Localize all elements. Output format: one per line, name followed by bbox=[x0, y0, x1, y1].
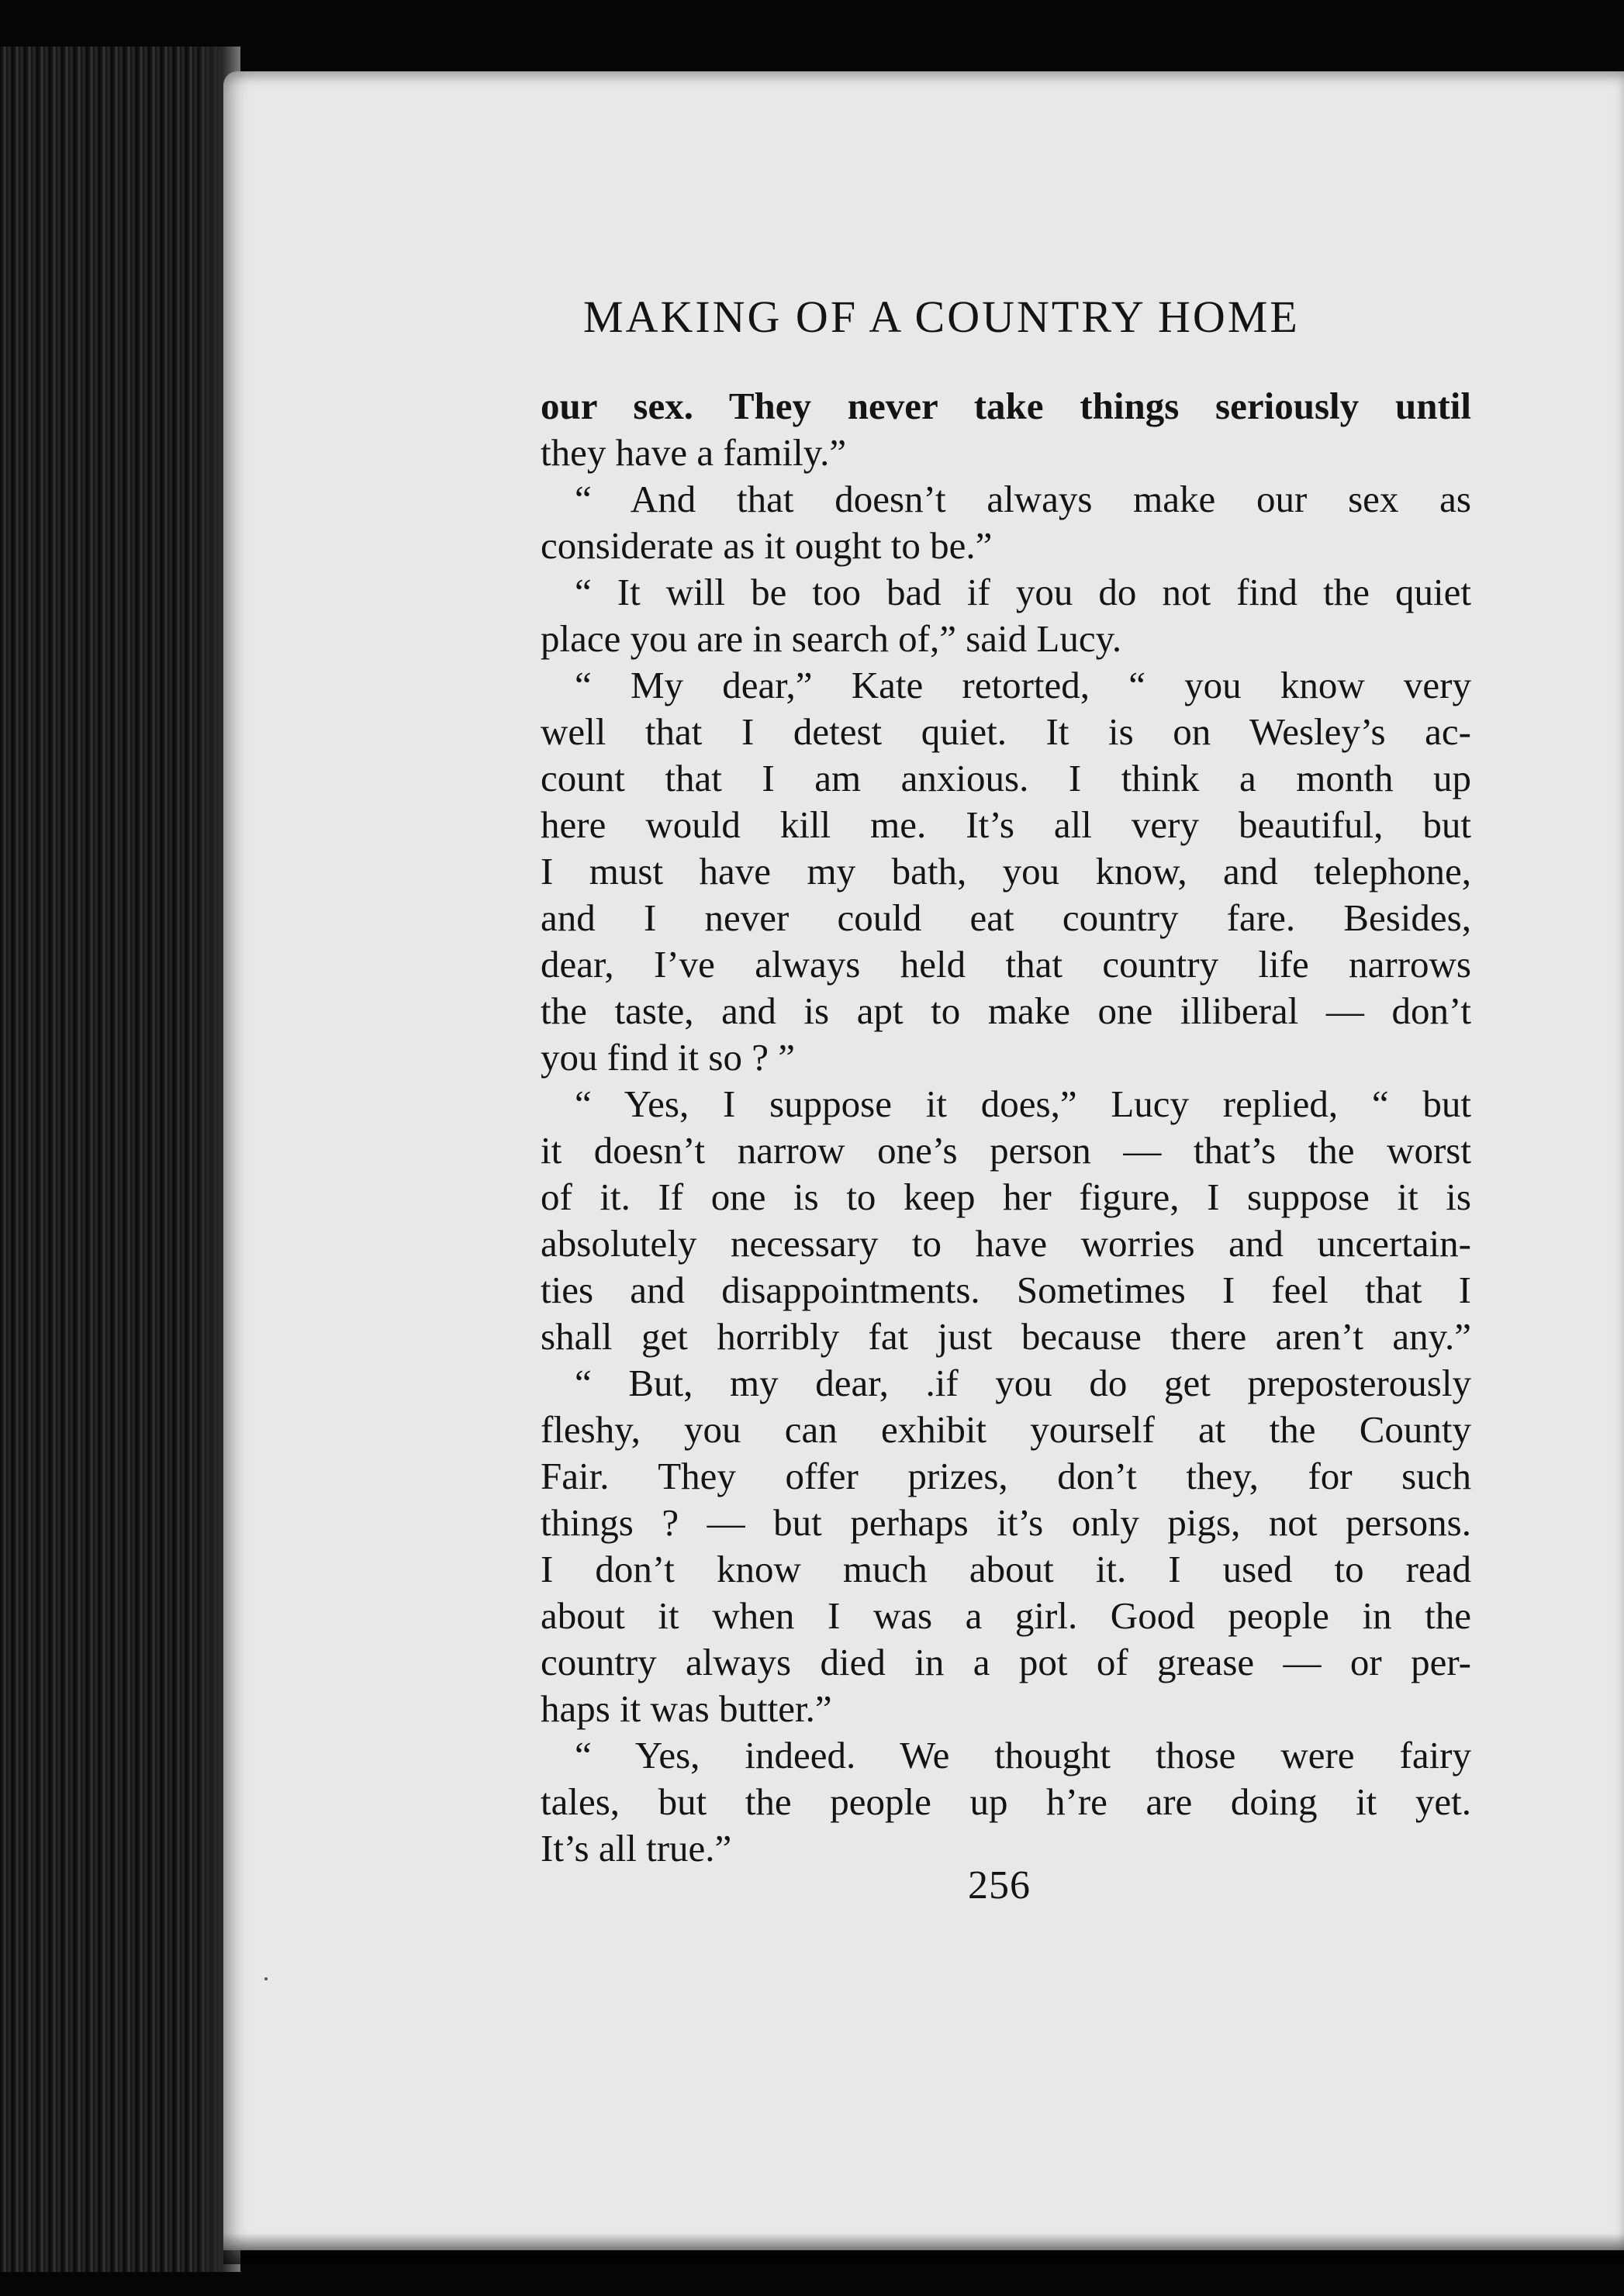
page-number: 256 bbox=[968, 1863, 1031, 1908]
text-line: considerate as it ought to be.” bbox=[541, 524, 993, 567]
text-line: things ? — but perhaps it’s only pigs, not persons. bbox=[541, 1501, 1471, 1544]
text-line: fleshy, you can exhibit yourself at the County bbox=[541, 1408, 1471, 1451]
text-line: it doesn’t narrow one’s person — that’s the worst bbox=[541, 1129, 1471, 1172]
text-line: about it when I was a girl. Good people in the bbox=[541, 1594, 1471, 1637]
text-line: “ But, my dear, .if you do get preposterously bbox=[575, 1362, 1471, 1404]
text-line: tales, but the people up h’re are doing it yet. bbox=[541, 1780, 1471, 1823]
scan-speck bbox=[264, 1977, 268, 1980]
text-line: haps it was butter.” bbox=[541, 1687, 832, 1730]
body-text bbox=[541, 383, 1471, 1872]
text-line: shall get horribly fat just because there aren’t any.” bbox=[541, 1315, 1471, 1358]
text-line: our sex. They never take things seriously until bbox=[541, 385, 1471, 427]
text-line: absolutely necessary to have worries and uncertain- bbox=[541, 1222, 1471, 1265]
text-line: well that I detest quiet. It is on Wesley’s ac- bbox=[541, 710, 1471, 753]
text-line: you find it so ? ” bbox=[541, 1036, 795, 1079]
text-line: I must have my bath, you know, and telephone, bbox=[541, 850, 1471, 893]
text-line: “ My dear,” Kate retorted, “ you know very bbox=[575, 664, 1471, 706]
page-bottom-shadow bbox=[223, 2233, 1624, 2264]
text-line: count that I am anxious. I think a month up bbox=[541, 757, 1471, 799]
text-line: “ Yes, I suppose it does,” Lucy replied, “ but bbox=[575, 1082, 1471, 1125]
text-line: they have a family.” bbox=[541, 431, 847, 474]
text-line: place you are in search of,” said Lucy. bbox=[541, 617, 1122, 660]
text-line: country always died in a pot of grease — or per- bbox=[541, 1641, 1471, 1683]
text-line: I don’t know much about it. I used to read bbox=[541, 1548, 1471, 1590]
text-line: ties and disappointments. Sometimes I feel that I bbox=[541, 1269, 1471, 1311]
text-line: of it. If one is to keep her figure, I suppose it is bbox=[541, 1176, 1471, 1218]
text-line: “ It will be too bad if you do not find the quiet bbox=[575, 571, 1471, 613]
text-line: Fair. They offer prizes, don’t they, for such bbox=[541, 1455, 1471, 1497]
text-line: and I never could eat country fare. Besides, bbox=[541, 896, 1471, 939]
page-edges bbox=[0, 47, 225, 2272]
text-line: dear, I’ve always held that country life narrows bbox=[541, 943, 1471, 986]
running-head: MAKING OF A COUNTRY HOME bbox=[583, 292, 1300, 342]
text-line: here would kill me. It’s all very beautiful, but bbox=[541, 803, 1471, 846]
text-line: It’s all true.” bbox=[541, 1827, 732, 1870]
text-line: “ Yes, indeed. We thought those were fairy bbox=[575, 1734, 1471, 1776]
text-line: the taste, and is apt to make one illiberal — don’t bbox=[541, 989, 1471, 1032]
text-line: “ And that doesn’t always make our sex as bbox=[575, 478, 1471, 520]
